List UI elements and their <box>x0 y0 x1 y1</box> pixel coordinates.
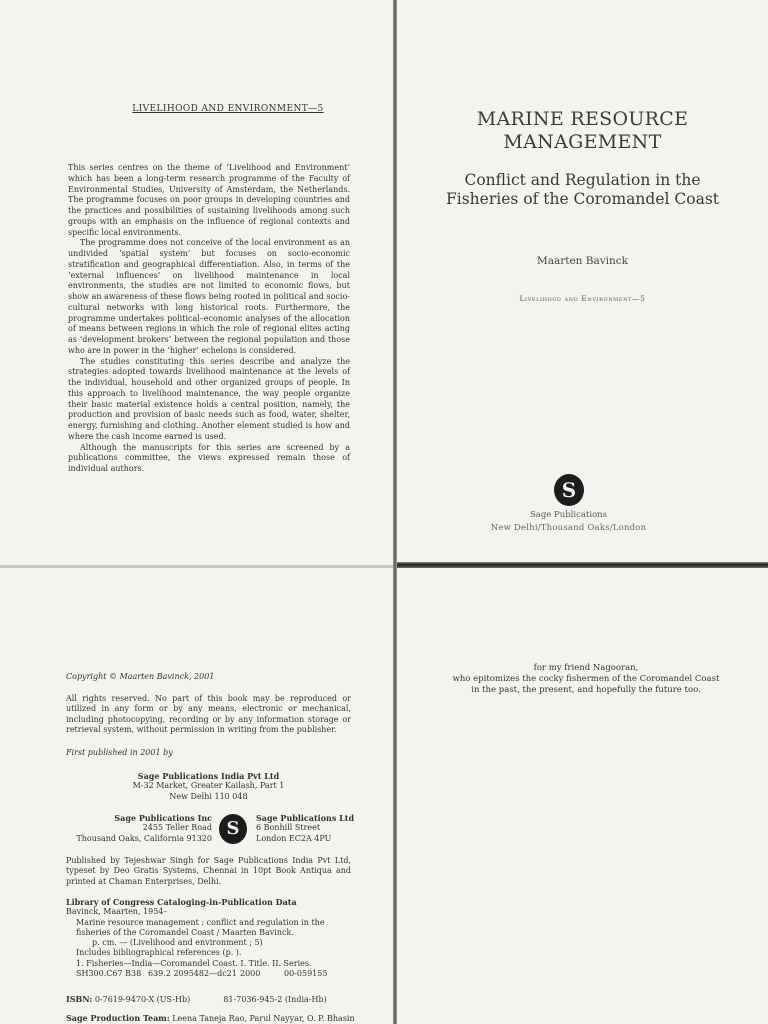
catalog-year: 2000 <box>240 969 261 979</box>
publisher-ltd-addr-2: London EC2A 4PU <box>256 833 332 843</box>
series-paragraph-4: Although the manuscripts for this series are screened by a publications committee, the views expressed remain those of individual authors. <box>68 442 350 473</box>
publisher-inc-addr-2: Thousand Oaks, California 91320 <box>76 833 212 843</box>
publisher-india-addr-1: M-32 Market, Greater Kailash, Part 1 <box>132 781 285 791</box>
cataloging-line-4: p. cm. — (Livelihood and environment ; 5) <box>92 938 263 948</box>
series-description <box>68 163 350 475</box>
series-paragraph-3: The studies constituting this series describe and analyze the strategies adopted towards livelihood maintenance at the levels of the individual, household and other organized groups of people. In this approach to livelihood maintenance, the way people organize their basic material existence holds a central position, namely, the production and provision of basic needs such as food, water, shelter, energy, furnishing and clothing. Another element studied is how and where the cash income earned is used. <box>68 356 350 441</box>
first-published: First published in 2001 by <box>66 748 173 757</box>
book-subtitle <box>407 171 758 209</box>
cataloging-line-2: Marine resource management : conflict and regulation in the <box>76 917 325 927</box>
isbn-line <box>66 994 351 1005</box>
publisher-india-addr-2: New Delhi 110 048 <box>169 791 248 801</box>
title-page <box>397 0 768 565</box>
publisher-ltd-addr-1: 6 Bonhill Street <box>256 823 321 833</box>
publisher-cities: New Delhi/Thousand Oaks/London <box>490 523 647 533</box>
book-title-line-2: MANAGEMENT <box>503 131 662 153</box>
book-subtitle-line-1: Conflict and Regulation in the <box>464 171 701 189</box>
publisher-india-name: Sage Publications India Pvt Ltd <box>137 771 280 781</box>
sage-logo-icon: S <box>554 474 584 506</box>
cataloging-line-3: fisheries of the Coromandel Coast / Maarten Bavinck. <box>76 927 294 937</box>
cataloging-line-6: 1. Fisheries—India—Coromandel Coast. I. Title. II. Series. <box>76 958 312 968</box>
publisher-inc-name: Sage Publications Inc <box>114 813 212 823</box>
dedication-line-2: who epitomizes the cocky fishermen of the Coromandel Coast <box>452 674 720 684</box>
isbn-india: 81-7036-945-2 (India-Hb) <box>223 995 327 1004</box>
publisher-india-address <box>66 771 351 802</box>
book-title-line-1: MARINE RESOURCE <box>476 108 689 130</box>
copyright-page <box>0 568 393 1024</box>
isbn-us: 0-7619-9470-X (US-Hb) <box>94 995 191 1004</box>
isbn-label: ISBN: <box>66 994 93 1004</box>
book-title <box>397 108 768 154</box>
dedication-text <box>421 663 751 696</box>
production-team-names: Leena Taneja Rao, Parul Nayyar, O. P. Bhasin <box>172 1014 355 1023</box>
cataloging-line-1: Bavinck, Maarten, 1954– <box>66 907 168 917</box>
dewey-number: 639.2 2095482—dc21 <box>148 969 237 979</box>
lccn-number: 00-059155 <box>284 969 328 979</box>
series-paragraph-1: This series centres on the theme of ‘Livelihood and Environment’ which has been a long-term research programme of the Faculty of Environmental Studies, University of Amsterdam, the Netherlands. The programme focuses on poor groups in developing countries and the practices and possibilities of sustaining livelihoods among such groups with an emphasis on the influence of regional contexts and specific local environments. <box>68 163 350 237</box>
lc-class-number: SH300.C67 B38 <box>76 969 142 979</box>
publisher-ltd-name: Sage Publications Ltd <box>256 813 355 823</box>
dedication-line-3: in the past, the present, and hopefully the future too. <box>471 685 701 695</box>
cataloging-line-5: Includes bibliographical references (p. ). <box>76 948 242 958</box>
dedication-line-1: for my friend Nagooran, <box>533 663 639 673</box>
cataloging-heading: Library of Congress Cataloging-in-Publication Data <box>66 897 297 907</box>
cataloging-classification <box>66 969 351 979</box>
publisher-ltd-address <box>256 813 366 844</box>
series-paragraph-2: The programme does not conceive of the local environment as an undivided ‘spatial system’ but focuses on socio-economic stratification and geographical differentiation. Also, in terms of the ‘external influences’ on livelihood maintenance in local environments, the studies are not limited to economic flows, but show an awareness of these flows being rooted in political and socio-cultural networks with long historical roots. Furthermore, the programme undertakes political–economic analyses of the allocation of means between regions in which the role of regional elites acting as ‘development brokers’ between the regional population and those who are in power in the ‘higher’ echelons is considered. <box>68 238 350 355</box>
production-team <box>66 1013 366 1024</box>
publisher-inc-addr-1: 2455 Teller Road <box>142 823 212 833</box>
copyright-notice: Copyright © Maarten Bavinck, 2001 <box>66 672 215 681</box>
page-divider-right <box>397 562 768 568</box>
published-by: Published by Tejeshwar Singh for Sage Publications India Pvt Ltd, typeset by Deo Gratis Systems, Chennai in 10pt Book Antiqua and printed at Chaman Enterprises, Delhi. <box>66 856 351 886</box>
rights-statement: All rights reserved. No part of this book may be reproduced or utilized in any form or by any means, electronic or mechanical, including photocopying, recording or by any information storage or retrieval system, without permission in writing from the publisher. <box>66 694 351 734</box>
author-name: Maarten Bavinck <box>536 255 629 267</box>
publisher-inc-address <box>66 813 212 844</box>
series-label: Livelihood and Environment—5 <box>519 294 646 303</box>
page-divider-left <box>0 565 393 568</box>
publisher-name: Sage Publications <box>529 510 608 520</box>
dedication-page <box>397 568 768 1024</box>
sage-small-logo-icon: S <box>219 814 247 844</box>
series-heading: LIVELIHOOD AND ENVIRONMENT—5 <box>132 104 324 114</box>
book-subtitle-line-2: Fisheries of the Coromandel Coast <box>446 190 719 208</box>
book-spine-gutter <box>393 0 397 1024</box>
series-page <box>0 0 393 565</box>
production-team-label: Sage Production Team: <box>66 1013 170 1023</box>
cataloging-data <box>66 897 351 979</box>
